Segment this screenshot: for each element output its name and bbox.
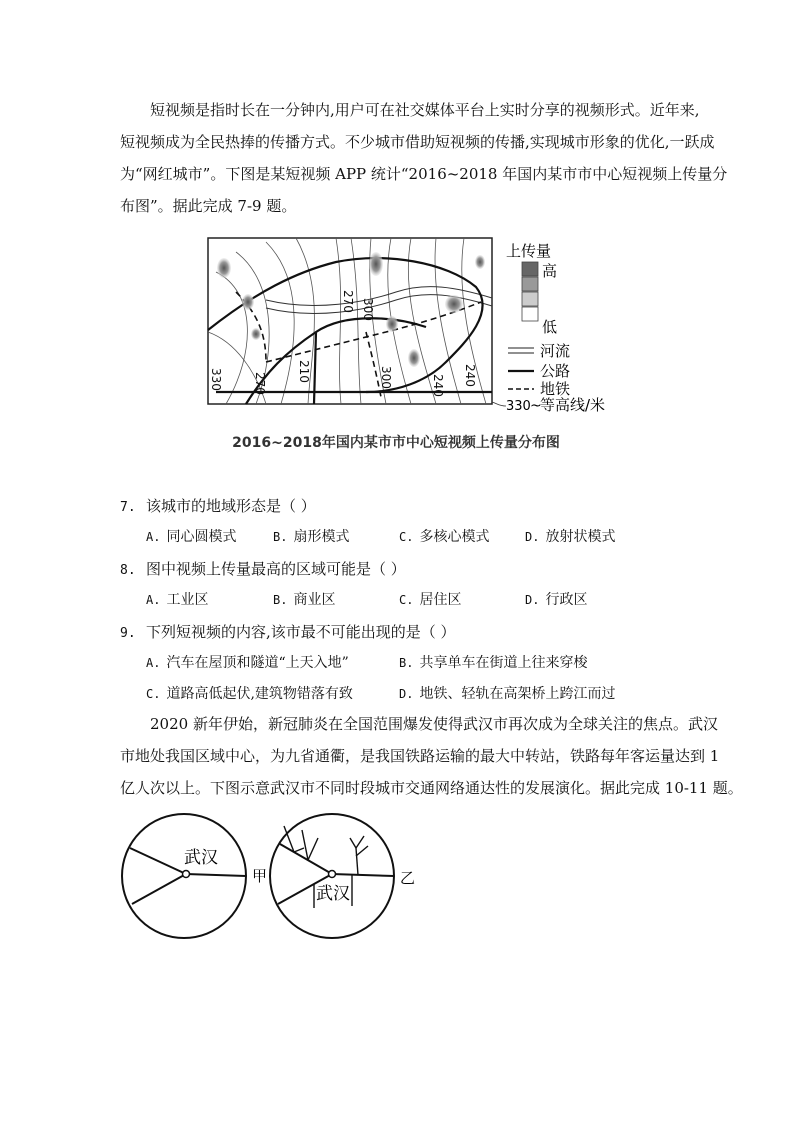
wuhan-node <box>183 871 190 878</box>
option-8a[interactable]: A. 工业区 <box>146 592 209 608</box>
contour-label: 270 <box>341 290 355 313</box>
map-caption: 2016~2018年国内某市市中心短视频上传量分布图 <box>232 435 560 451</box>
option-9c[interactable]: C. 道路高低起伏,建筑物错落有致 <box>146 686 353 702</box>
legend-contour-sample: 330 <box>506 399 531 414</box>
intro-line: 短视频成为全民热捧的传播方式。不少城市借助短视频的传播,实现城市形象的优化,一跃成 <box>120 133 715 151</box>
intro-line: 市地处我国区域中心，为九省通衢，是我国铁路运输的最大中转站，铁路每年客运量达到 1 <box>120 747 720 765</box>
stage-label-jia: 甲 <box>252 867 268 885</box>
city-label: 武汉 <box>184 848 218 868</box>
contour-label: 210 <box>297 360 311 383</box>
network-stage-jia <box>122 814 267 938</box>
intro-line: 亿人次以上。下图示意武汉市不同时段城市交通网络通达性的发展演化。据此完成 10-11 题。 <box>120 779 743 797</box>
stage-label-yi: 乙 <box>400 869 416 887</box>
intro-paragraph-2 <box>120 708 743 804</box>
contour-label: 240 <box>431 374 445 397</box>
contour-label: 270 <box>253 372 267 395</box>
legend-high: 高 <box>542 262 558 280</box>
option-7d[interactable]: D. 放射状模式 <box>525 529 616 545</box>
option-8c[interactable]: C. 居住区 <box>399 592 462 608</box>
question-text: 该城市的地域形态是（ ） <box>146 497 316 515</box>
legend-title: 上传量 <box>506 242 552 260</box>
question-text: 图中视频上传量最高的区域可能是（ ） <box>146 560 406 578</box>
wuhan-node <box>329 871 336 878</box>
question-text: 下列短视频的内容,该市最不可能出现的是（ ） <box>146 623 456 641</box>
legend-swatch-mid-low <box>522 292 538 306</box>
intro-line: 2020 新年伊始，新冠肺炎在全国范围爆发使得武汉市再次成为全球关注的焦点。武汉 <box>150 715 718 733</box>
legend-subway: 地铁 <box>540 380 571 398</box>
contour-label: 330 <box>209 368 223 391</box>
legend-low: 低 <box>542 318 558 336</box>
question-8 <box>120 559 406 581</box>
city-label: 武汉 <box>316 884 350 904</box>
legend-contour: 等高线/米 <box>540 396 606 414</box>
option-9a[interactable]: A. 汽车在屋顶和隧道“上天入地” <box>146 655 349 671</box>
transport-network-diagram <box>118 808 418 948</box>
contour-label: 300 <box>361 298 375 321</box>
legend-swatch-low <box>522 307 538 321</box>
legend-river: 河流 <box>540 342 571 360</box>
intro-line: 为“网红城市”。下图是某短视频 APP 统计“2016~2018 年国内某市市中心短视频上传量分 <box>120 165 728 183</box>
question-number: 8. <box>120 563 136 578</box>
option-8b[interactable]: B. 商业区 <box>273 592 336 608</box>
option-9b[interactable]: B. 共享单车在街道上往来穿梭 <box>399 655 588 671</box>
question-9 <box>120 622 456 644</box>
contour-label: 300 <box>379 366 393 389</box>
network-stage-yi <box>270 814 415 938</box>
map-frame <box>208 238 492 404</box>
intro-line: 布图”。据此完成 7-9 题。 <box>120 197 297 215</box>
legend-road: 公路 <box>540 362 571 380</box>
legend-swatch-mid <box>522 277 538 291</box>
upload-distribution-map <box>196 232 616 422</box>
option-7c[interactable]: C. 多核心模式 <box>399 529 490 545</box>
option-9d[interactable]: D. 地铁、轻轨在高架桥上跨江而过 <box>399 686 616 702</box>
legend-swatch-high <box>522 262 538 276</box>
intro-paragraph-1 <box>120 94 728 222</box>
question-7 <box>120 496 316 518</box>
legend-contour-symbol <box>492 402 506 406</box>
map-legend <box>492 242 605 414</box>
question-number: 9. <box>120 626 136 641</box>
legend-contour-dash: ~ <box>530 398 542 414</box>
option-7b[interactable]: B. 扇形模式 <box>273 529 350 545</box>
question-number: 7. <box>120 500 136 515</box>
intro-line: 短视频是指时长在一分钟内,用户可在社交媒体平台上实时分享的视频形式。近年来, <box>150 101 700 119</box>
contour-label: 240 <box>463 364 477 387</box>
option-7a[interactable]: A. 同心圆模式 <box>146 529 237 545</box>
option-8d[interactable]: D. 行政区 <box>525 592 588 608</box>
